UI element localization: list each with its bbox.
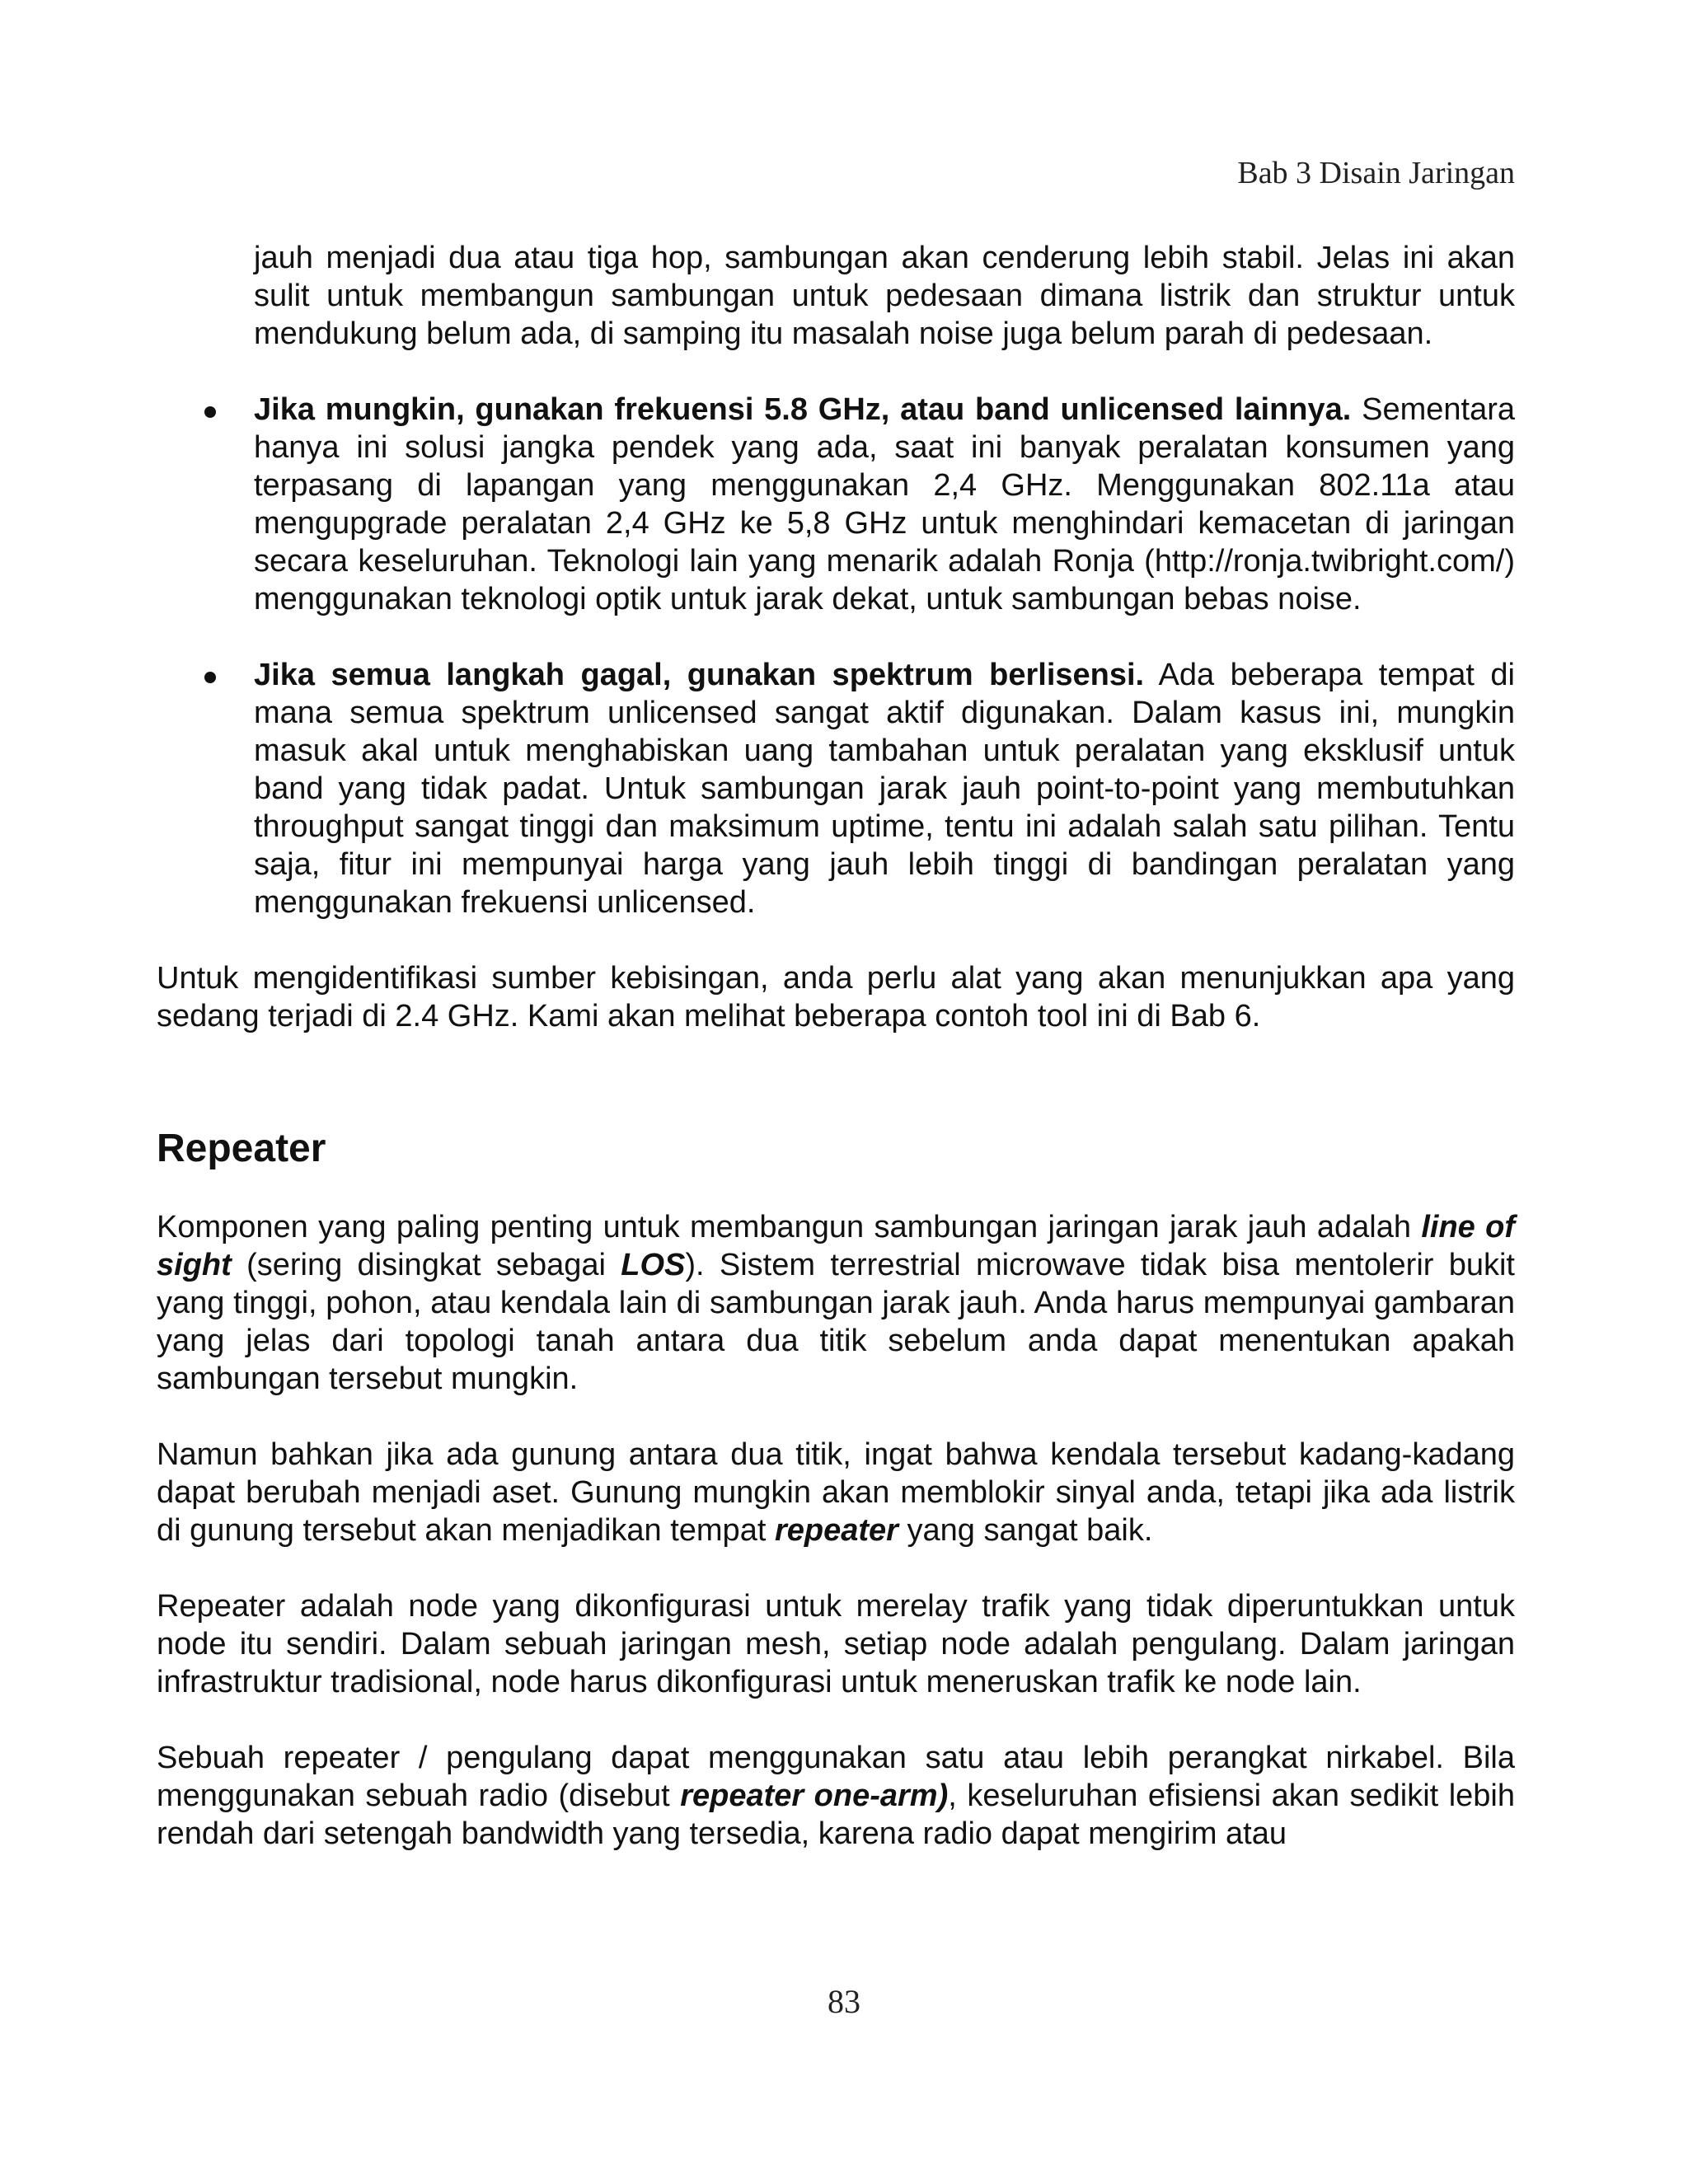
continuation-paragraph: jauh menjadi dua atau tiga hop, sambungan akan cenderung lebih stabil. Jelas ini akan sulit untuk membangun sambungan untuk pedesaan dimana listrik dan struktur untuk mendukung belum ada, di samping itu masalah noise juga belum parah di pedesaan. — [254, 241, 1515, 351]
bullet-dot-icon — [204, 406, 216, 418]
bullet-item — [157, 656, 1515, 921]
text-run: Sebuah repeater / pengulang dapat menggunakan satu atau lebih perangkat nirkabel. Bila menggunakan sebuah radio (disebut — [157, 1741, 1515, 1813]
bullet-text: Sementara hanya ini solusi jangka pendek yang ada, saat ini banyak peralatan konsumen yang terpasang di lapangan yang menggunakan 2,4 GHz. Menggunakan 802.11a atau mengupgrade peralatan 2,4 GHz ke 5,8 GHz untuk menghindari kemacetan di jaringan secara keseluruhan. Teknologi lain yang menarik adalah Ronja (http://ronja.twibright.com/) menggunakan teknologi optik untuk jarak dekat, untuk sambungan bebas noise. — [254, 392, 1515, 616]
bullet-heading: Jika semua langkah gagal, gunakan spektrum berlisensi. — [254, 658, 1145, 692]
emphasis-repeater: repeater — [774, 1513, 898, 1548]
section-heading: Repeater — [157, 1127, 326, 1170]
text-run: Komponen yang paling penting untuk membangun sambungan jaringan jarak jauh adalah — [157, 1210, 1422, 1244]
emphasis-line-of-sight: line of sight — [157, 1210, 1516, 1282]
page-number: 83 — [828, 1983, 860, 2020]
text-run: Namun bahkan jika ada gunung antara dua titik, ingat bahwa kendala tersebut kadang-kadang dapat berubah menjadi aset. Gunung mungkin akan memblokir sinyal anda, tetapi jika ada listrik di gunung tersebut akan menjadikan tempat — [157, 1437, 1515, 1548]
bullet-text: Ada beberapa tempat di mana semua spektrum unlicensed sangat aktif digunakan. Dalam kasus ini, mungkin masuk akal untuk menghabiskan uang tambahan untuk peralatan yang eksklusif untuk band yang tidak padat. Untuk sambungan jarak jauh point-to-point yang membutuhkan throughput sangat tinggi dan maksimum uptime, tentu ini adalah salah satu pilihan. Tentu saja, fitur ini mempunyai harga yang jauh lebih tinggi di bandingan peralatan yang menggunakan frekuensi unlicensed. — [254, 658, 1516, 920]
paragraph-mountain — [157, 1436, 1515, 1549]
text-run: , keseluruhan efisiensi akan sedikit lebih rendah dari setengah bandwidth yang tersedia, karena radio dapat mengirim atau — [157, 1779, 1516, 1851]
paragraph-repeater-definition: Repeater adalah node yang dikonfigurasi untuk merelay trafik yang tidak diperuntukkan untuk node itu sendiri. Dalam sebuah jaringan mesh, setiap node adalah pengulang. Dalam jaringan infrastruktur tradisional, node harus dikonfigurasi untuk meneruskan trafik ke node lain. — [157, 1589, 1515, 1699]
text-run: ). Sistem terrestrial microwave tidak bisa mentolerir bukit yang tinggi, pohon, atau kendala lain di sambungan jarak jauh. Anda harus mempunyai gambaran yang jelas dari topologi tanah antara dua titik sebelum anda dapat menentukan apakah sambungan tersebut mungkin. — [157, 1248, 1515, 1396]
emphasis-repeater-one-arm: repeater one-arm) — [680, 1779, 949, 1813]
paragraph-one-arm — [157, 1739, 1515, 1853]
bullet-dot-icon — [204, 672, 216, 683]
noise-paragraph: Untuk mengidentifikasi sumber kebisingan, anda perlu alat yang akan menunjukkan apa yang sedang terjadi di 2.4 GHz. Kami akan melihat beberapa contoh tool ini di Bab 6. — [157, 961, 1515, 1033]
paragraph-los — [157, 1208, 1515, 1398]
bullet-item — [157, 391, 1515, 618]
emphasis-los: LOS — [621, 1248, 686, 1282]
text-run: yang sangat baik. — [898, 1513, 1153, 1548]
text-run: (sering disingkat sebagai — [231, 1248, 621, 1282]
page-body — [157, 231, 1515, 1891]
bullet-heading: Jika mungkin, gunakan frekuensi 5.8 GHz, atau band unlicensed lainnya. — [254, 392, 1352, 427]
running-header: Bab 3 Disain Jaringan — [1237, 156, 1515, 190]
